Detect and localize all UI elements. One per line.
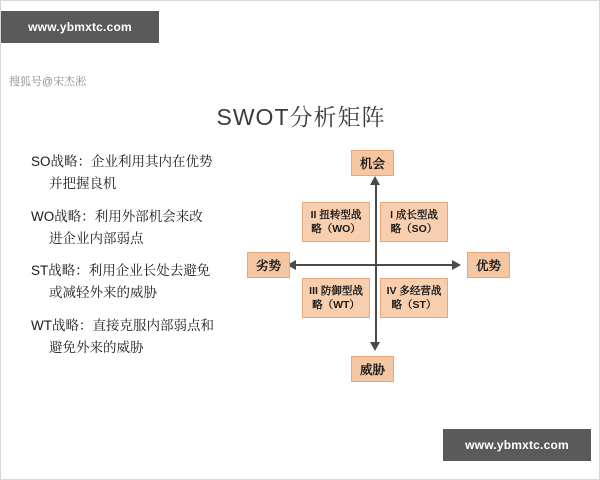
list-item <box>31 151 271 195</box>
arrow-down-icon <box>370 342 380 351</box>
quadrant-line-1: II 扭转型战 <box>310 208 362 221</box>
quadrant-line-2: 略（WO） <box>311 223 361 235</box>
strategy-line-1: ST战略：利用企业长处去避免 <box>31 263 211 279</box>
quadrant-line-1: IV 多经营战 <box>386 284 442 297</box>
quadrant-line-2: 略（WT） <box>312 299 360 311</box>
swot-matrix <box>256 156 591 391</box>
quadrant-line-2: 略（SO） <box>390 223 438 235</box>
watermark-top: www.ybmxtc.com <box>1 11 159 43</box>
strategy-line-1: WO战略：利用外部机会来改 <box>31 208 203 224</box>
axis-label-opportunity: 机会 <box>351 150 394 176</box>
quadrant-wo <box>302 202 370 242</box>
strategy-line-1: SO战略：企业利用其内在优势 <box>31 154 213 169</box>
strategy-line-2: 避免外来的威胁 <box>49 340 144 356</box>
axis-label-weakness: 劣势 <box>247 252 290 278</box>
strategy-line-2: 或减轻外来的威胁 <box>49 285 157 301</box>
horizontal-axis-line <box>294 264 456 266</box>
list-item <box>31 206 271 250</box>
strategy-line-1: WT战略：直接克服内部弱点和 <box>31 318 214 334</box>
quadrant-wt <box>302 278 370 318</box>
watermark-bottom: www.ybmxtc.com <box>443 429 591 461</box>
list-item <box>31 260 271 304</box>
quadrant-st <box>380 278 448 318</box>
strategy-line-2: 进企业内部弱点 <box>49 230 144 246</box>
axis-label-strength: 优势 <box>467 252 510 278</box>
page-title: SWOT分析矩阵 <box>216 104 386 130</box>
arrow-right-icon <box>452 260 461 270</box>
source-tag: 搜狐号@宋杰淞 <box>9 76 87 88</box>
axis-label-threat: 威胁 <box>351 356 394 382</box>
strategy-line-2: 并把握良机 <box>49 175 117 191</box>
list-item <box>31 315 271 359</box>
quadrant-line-2: 略（ST） <box>391 299 437 311</box>
strategy-list <box>31 151 271 370</box>
quadrant-line-1: III 防御型战 <box>309 284 363 297</box>
arrow-up-icon <box>370 176 380 185</box>
quadrant-so <box>380 202 448 242</box>
quadrant-line-1: I 成长型战 <box>390 208 438 221</box>
